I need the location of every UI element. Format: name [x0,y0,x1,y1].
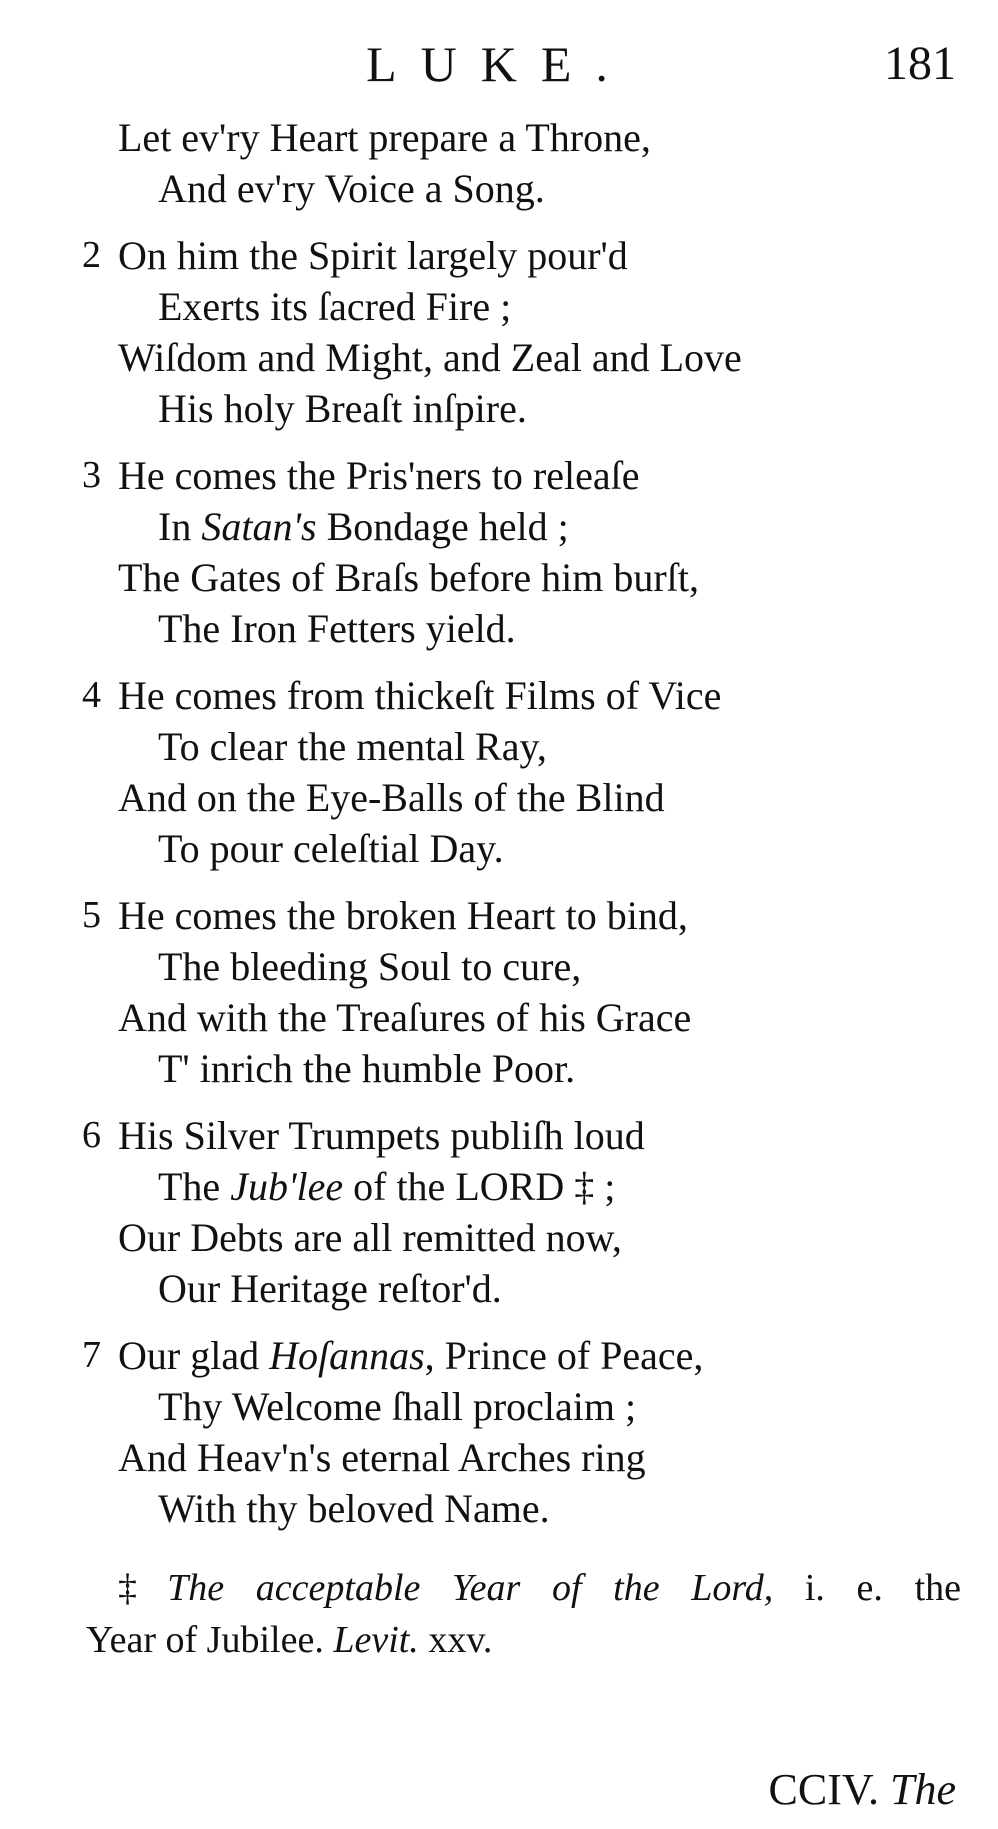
footnote-marker: ‡ [118,1567,160,1609]
stanza-number: 5 [82,894,101,936]
stanza-number: 7 [82,1334,101,1376]
verse-text: The [158,1164,231,1209]
verse-line: On him the Spirit largely pour'd [118,233,628,278]
verse-line [0,1161,998,1212]
verse-line: He comes the broken Heart to bind, [118,893,688,938]
footnote-italic-phrase: The acceptable Year of the Lord, [167,1567,774,1609]
stanza-number: 4 [82,674,101,716]
verse-line: He comes from thickeſt Films of Vice [118,673,722,718]
stanza [0,1330,998,1534]
verse-line: His holy Breaſt inſpire. [158,386,527,431]
page-number: 181 [884,37,956,90]
hymn-text [0,112,998,1550]
verse-text: In [158,504,202,549]
verse-line: Wiſdom and Might, and Zeal and Love [118,335,742,380]
footnote [86,1562,961,1666]
stanza [0,890,998,1094]
verse-line: And Heav'n's eternal Arches ring [118,1435,646,1480]
verse-line: The Gates of Braſs before him burſt, [118,555,699,600]
verse-text: of the LORD ‡ ; [343,1164,616,1209]
stanza [0,450,998,654]
verse-line: And ev'ry Voice a Song. [158,166,545,211]
footnote-line-2 [86,1614,961,1666]
footnote-reference-chapter: xxv. [418,1619,493,1661]
footnote-text: i. e. the [773,1567,961,1609]
verse-line [0,501,998,552]
catchword-word: The [890,1765,956,1814]
verse-line: Our Debts are all remitted now, [118,1215,622,1260]
footnote-reference-book: Levit. [333,1619,419,1661]
stanza-number: 2 [82,234,101,276]
verse-text: , Prince of Peace, [424,1333,704,1378]
verse-line: With thy beloved Name. [158,1486,550,1531]
verse-italic-word: Hoſannas [269,1333,425,1378]
stanza [0,112,998,214]
verse-line: The Iron Fetters yield. [158,606,516,651]
verse-text: Our glad [118,1333,270,1378]
verse-line: Let ev'ry Heart prepare a Throne, [118,115,651,160]
catchword-number: CCIV. [768,1765,890,1814]
stanza-number: 6 [82,1114,101,1156]
verse-line: And with the Treaſures of his Grace [118,995,692,1040]
verse-line [0,1330,998,1381]
verse-line: Thy Welcome ſhall proclaim ; [158,1384,637,1429]
verse-line: To pour celeſtial Day. [158,826,504,871]
stanza [0,670,998,874]
verse-line: To clear the mental Ray, [158,724,547,769]
stanza-number: 3 [82,454,101,496]
verse-line: And on the Eye-Balls of the Blind [118,775,665,820]
verse-line: The bleeding Soul to cure, [158,944,582,989]
verse-line: His Silver Trumpets publiſh loud [118,1113,645,1158]
page-title: LUKE. [366,36,632,92]
verse-text: Bondage held ; [316,504,569,549]
verse-line: He comes the Pris'ners to releaſe [118,453,640,498]
verse-line: T' inrich the humble Poor. [158,1046,576,1091]
verse-italic-word: Satan's [201,504,317,549]
stanza [0,1110,998,1314]
footnote-text: Year of Jubilee. [86,1619,334,1661]
verse-line: Our Heritage reſtor'd. [158,1266,502,1311]
footnote-line-1 [86,1562,961,1614]
verse-italic-word: Jub'lee [230,1164,344,1209]
stanza [0,230,998,434]
verse-line: Exerts its ſacred Fire ; [158,284,512,329]
catchword [769,1762,956,1818]
